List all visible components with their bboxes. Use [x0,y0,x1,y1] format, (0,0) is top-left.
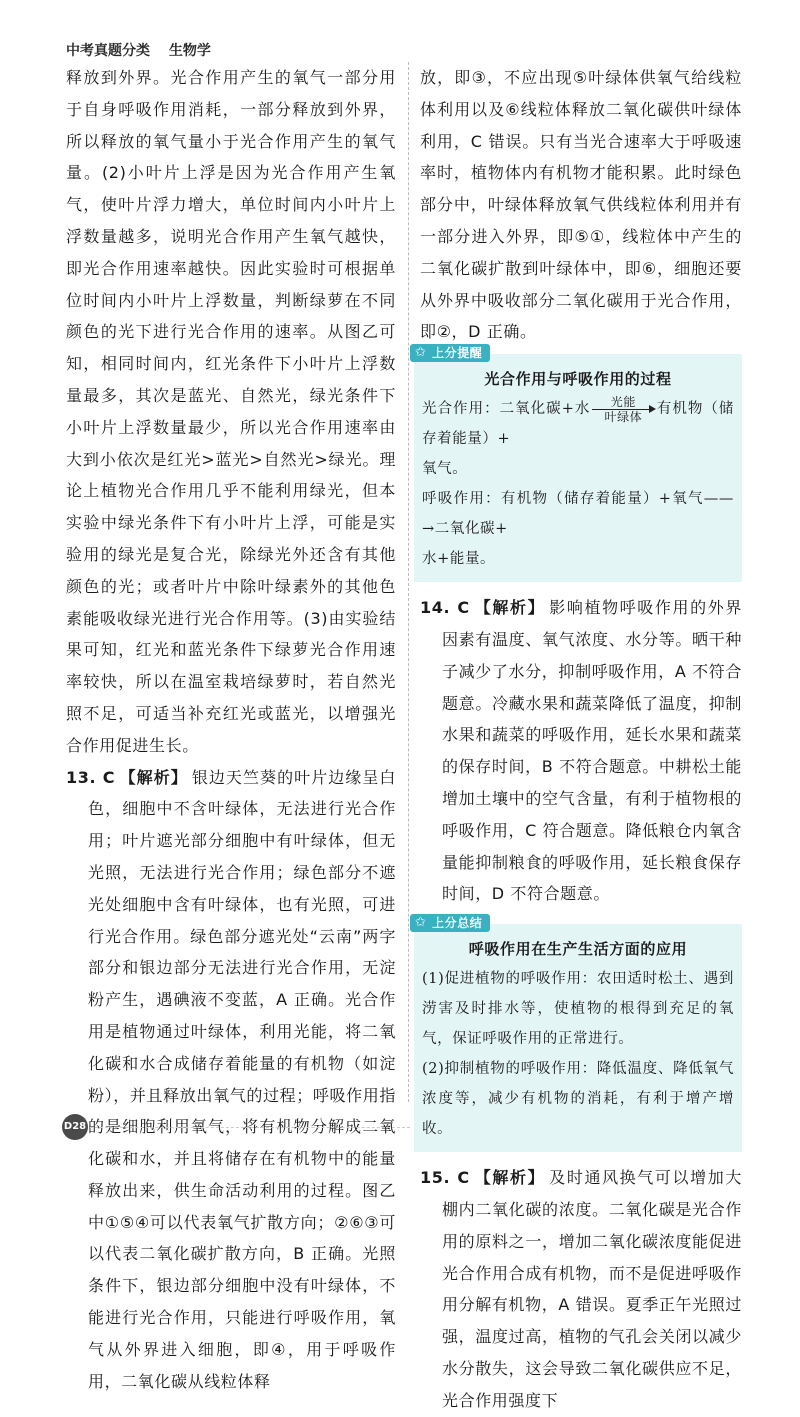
respiration-equation: 呼吸作用：有机物（储存着能量）+氧气——→二氧化碳+ [422,491,734,538]
question-13 [66,762,396,1398]
page-number-badge: D28 [62,1114,88,1140]
question-13-text: 银边天竺葵的叶片边缘呈白色，细胞中不含叶绿体，无法进行光合作用；叶片遮光部分细胞中有叶绿体，但无光照，无法进行光合作用；绿色部分不遮光处细胞中含有叶绿体，也有光照，可进行光合作用。绿色部分遮光处“云南”两字部分和银边部分无法进行光合作用，无淀粉产生，遇碘液不变蓝，A 正确。光合作用是植物通过叶绿体，利用光能，将二氧化碳和水合成储存着能量的有机物（如淀粉），并且释放出氧气的过程；呼吸作用指的是细胞利用氧气，将有机物分解成二氧化碳和水，并且将储存在有机物中的能量释放出来，供生命活动利用的过程。图乙中①⑤④可以代表氧气扩散方向；②⑥③可以代表二氧化碳扩散方向，B 正确。光照条件下，银边部分细胞中没有叶绿体，不能进行光合作用，只能进行呼吸作用，氧气从外界进入细胞，即④，用于呼吸作用，二氧化碳从线粒体释 [88,767,397,1391]
tip-badge: ✩ 上分提醒 [410,344,490,362]
respiration-equation-cont: 水+能量。 [422,551,496,568]
summary-item-1: (1)促进植物的呼吸作用：农田适时松土、遇到涝害及时排水等，使植物的根得到充足的氧气，保证呼吸作用的正常进行。 [422,971,734,1048]
summary-box-respiration [414,915,742,1152]
star-icon: ✩ [415,345,427,361]
left-column [66,62,396,1397]
analysis-tag: 【解析】 [473,1168,546,1188]
question-number: 13. C [66,767,116,787]
series-title: 中考真题分类 [66,43,150,59]
summary-item-2: (2)抑制植物的呼吸作用：降低温度、降低氧气浓度等，减少有机物的消耗，有利于增产增收。 [422,1061,734,1138]
continued-paragraph: 释放到外界。光合作用产生的氧气一部分用于自身呼吸作用消耗，一部分释放到外界，所以释放的氧气量小于光合作用产生的氧气量。(2)小叶片上浮是因为光合作用产生氧气，使叶片浮力增大，单位时间内小叶片上浮数量越多，说明光合作用产生氧气越快，即光合作用速率越快。因此实验时可根据单位时间内小叶片上浮数量，判断绿萝在不同颜色的光下进行光合作用的速率。从图乙可知，相同时间内，红光条件下小叶片上浮数量最多，其次是蓝光、自然光，绿光条件下小叶片上浮数量最少，所以光合作用速率由大到小依次是红光>蓝光>自然光>绿光。理论上植物光合作用几乎不能利用绿光，但本实验中绿光条件下有小叶片上浮，可能是实验用的绿光是复合光，除绿光外还含有其他颜色的光；或者叶片中除叶绿素外的其他色素能吸收绿光进行光合作用等。(3)由实验结果可知，红光和蓝光条件下绿萝光合作用速率较快，所以在温室栽培绿萝时，若自然光照不足，可适当补充红光或蓝光，以增强光合作用促进生长。 [66,68,396,755]
summary-badge: ✩ 上分总结 [410,914,490,932]
photosynthesis-equation-cont: 氧气。 [422,461,468,478]
summary-box-title: 呼吸作用在生产生活方面的应用 [468,940,688,959]
tip-box-title: 光合作用与呼吸作用的过程 [484,370,672,389]
question-15-text: 及时通风换气可以增加大棚内二氧化碳的浓度。二氧化碳是光合作用的原料之一，增加二氧化碳浓度能促进光合作用合成有机物，而不是促进呼吸作用分解有机物，A 错误。夏季正午光照过强，温度过高，植物的气孔会关闭以减少水分散失，这会导致二氧化碳供应不足，光合作用强度下 [442,1168,743,1410]
right-column [415,62,743,1417]
column-divider [408,62,409,1102]
question-15 [420,1162,742,1416]
reaction-arrow-icon: 光能 叶绿体 [592,395,654,424]
tip-box-process [414,345,742,582]
star-icon: ✩ [415,915,427,931]
subject-title: 生物学 [168,43,211,59]
question-14-text: 影响植物呼吸作用的外界因素有温度、氧气浓度、水分等。晒干种子减少了水分，抑制呼吸作用，A 不符合题意。冷藏水果和蔬菜降低了温度，抑制水果和蔬菜的呼吸作用，延长水果和蔬菜的保存时间，B 不符合题意。中耕松土能增加土壤中的空气含量，有利于植物根的呼吸作用，C 符合题意。降低粮仓内氧含量能抑制粮食的呼吸作用，延长粮食保存时间，D 不符合题意。 [442,598,743,904]
question-number: 14. C [420,598,470,618]
question-number: 15. C [420,1168,470,1188]
photosynthesis-equation: 光合作用：二氧化碳+水 光能 叶绿体 有机物（储存着能量）+ [422,394,734,448]
question-14 [420,592,742,910]
footer-rule [90,1127,410,1128]
analysis-tag: 【解析】 [473,598,546,618]
continued-paragraph-right: 放，即③，不应出现⑤叶绿体供氧气给线粒体利用以及⑥线粒体释放二氧化碳供叶绿体利用，C 错误。只有当光合速率大于呼吸速率时，植物体内有机物才能积累。此时绿色部分中，叶绿体释放氧气供线粒体利用并有一部分进入外界，即⑤①，线粒体中产生的二氧化碳扩散到叶绿体中，即⑥，细胞还要从外界中吸收部分二氧化碳用于光合作用，即②，D 正确。 [420,68,742,342]
analysis-tag: 【解析】 [119,767,188,787]
